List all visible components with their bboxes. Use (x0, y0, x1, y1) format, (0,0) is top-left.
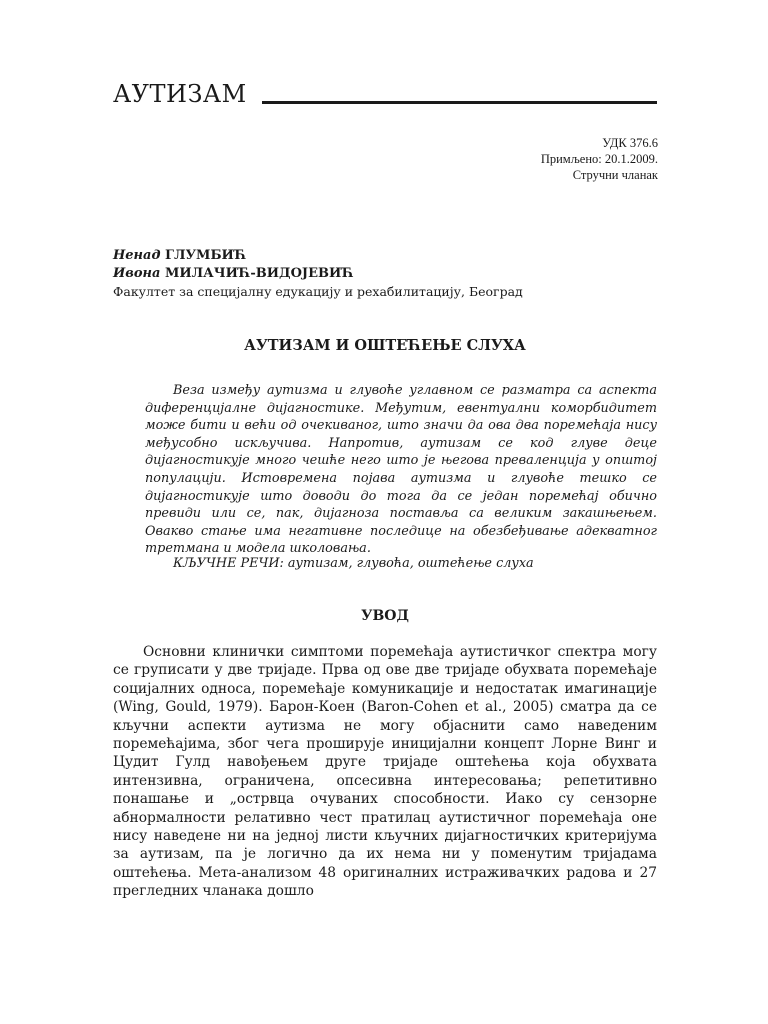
abstract: Веза између аутизма и глувоће углавном се разматра са аспекта диференцијалне дијагностике. Међутим, евентуални коморбидитет може бити и већи од очекиваног, што значи да ова два поремећаја нису међусобно искључива. Напротив, аутизам се код глуве деце дијагностикује много чешће него што је његова преваленција у општој популацији. Истовремена појава аутизма и глувоће тешко се дијагностикује што доводи до тога да се један поремећај обично превиди или се, пак, дијагноза поставља са великим закашњењем. Овакво стање има негативне последице на обезбеђивање адекватног третмана и модела школовања. (145, 383, 657, 557)
section-heading: УВОД (361, 608, 409, 624)
article-type: Стручни чланак (572, 168, 658, 182)
body-paragraph: Основни клинички симптоми поремећаја аутистичког спектра могу се груписати у две тријаде. Прва од ове две тријаде обухвата поремећаје социјалних односа, поремећаје комуникације и недостатак имагинације (Wing, Gould, 1979). Барон-Коен (Baron-Cohen et al., 2005) сматра да се кључни аспекти аутизма не могу објаснити само наведеним поремећајима, због чега проширује иницијални концепт Лорне Винг и Цудит Гулд навођењем друге тријаде оштећења која обухвата интензивна, ограничена, опсесивна интересовања; репетитивно понашање и „острвца очуваних способности. Иако су сензорне абнормалности релативно чест пратилац аутистичног поремећаја оне нису наведене ни на једној листи кључних дијагностичких критеријума за аутизам, па је логично да их нема ни у поменутим тријадама оштећења. Мета-анализом 48 оригиналних истраживачких радова и 27 прегледних чланака дошло (113, 644, 657, 900)
author-1-first-name: Ненад (113, 248, 161, 263)
author-1 (113, 247, 523, 265)
author-1-last-name: ГЛУМБИЋ (165, 248, 247, 263)
article-title: АУТИЗАМ И ОШТЕЋЕЊЕ СЛУХА (244, 337, 526, 354)
authors-block (113, 247, 523, 301)
journal-section-title: АУТИЗАМ (113, 80, 247, 108)
author-2-first-name: Ивона (113, 266, 161, 281)
udk-code: УДК 376.6 (602, 136, 658, 150)
affiliation: Факултет за специјалну едукацију и рехабилитацију, Београд (113, 284, 523, 299)
header-rule (262, 101, 657, 104)
author-2 (113, 265, 523, 283)
received-date: Примљено: 20.1.2009. (540, 152, 658, 166)
keywords: КЉУЧНЕ РЕЧИ: аутизам, глувоћа, оштећење слуха (173, 556, 534, 571)
article-meta (541, 135, 658, 183)
author-2-last-name: МИЛАЧИЋ-ВИДОЈЕВИЋ (164, 266, 354, 281)
